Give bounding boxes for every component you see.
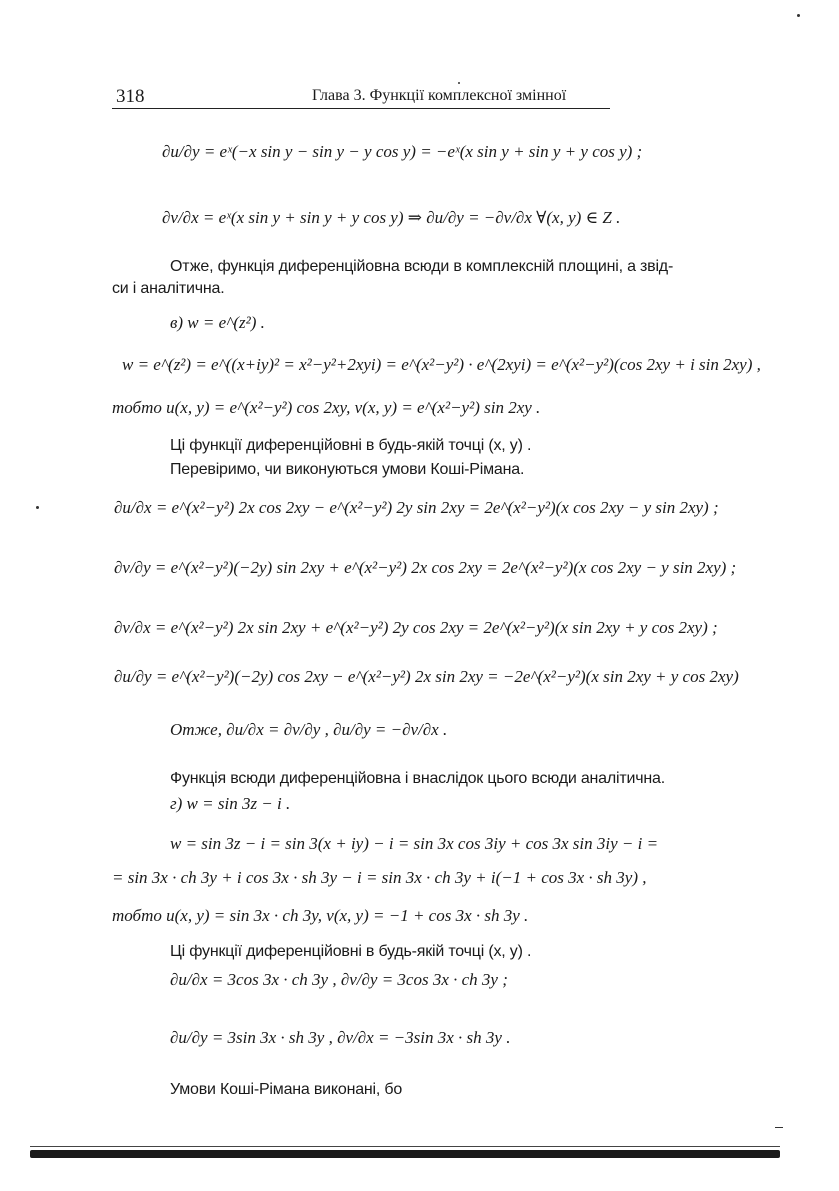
equation-line: ∂u/∂x = 3cos 3x · ch 3y , ∂v/∂y = 3cos 3x · ch 3y ;: [170, 970, 508, 989]
text-line: си і аналітична.: [112, 280, 225, 297]
scan-bottom-edge: [30, 1150, 780, 1158]
scan-speck: [775, 1127, 783, 1128]
equation-line: ∂u/∂x = e^(x²−y²) 2x cos 2xy − e^(x²−y²) 2y sin 2xy = 2e^(x²−y²)(x cos 2xy − y sin 2xy) ;: [114, 498, 719, 517]
text-line: Перевіримо, чи виконуються умови Коші-Рімана.: [170, 461, 525, 478]
text-line: Ці функції диференційовні в будь-якій точці (x, y) .: [170, 437, 532, 454]
equation-line: г) w = sin 3z − i .: [170, 794, 291, 813]
scan-edge-line: [30, 1146, 780, 1147]
equation-line: Отже, ∂u/∂x = ∂v/∂y , ∂u/∂y = −∂v/∂x .: [170, 720, 448, 739]
page-header: [112, 86, 610, 109]
text-line: Отже, функція диференційовна всюди в комплексній площині, а звід-: [170, 258, 674, 275]
equation-line: ∂v/∂y = e^(x²−y²)(−2y) sin 2xy + e^(x²−y²) 2x cos 2xy = 2e^(x²−y²)(x cos 2xy − y sin 2xy) ;: [114, 558, 737, 577]
text-line: Умови Коші-Рімана виконані, бо: [170, 1081, 403, 1098]
equation-line: w = sin 3z − i = sin 3(x + iy) − i = sin 3x cos 3iy + cos 3x sin 3iy − i =: [170, 834, 659, 853]
page-number: 318: [116, 86, 145, 107]
equation-line: в) w = e^(z²) .: [170, 313, 265, 332]
equation-line: ∂u/∂y = eˣ(−x sin y − sin y − y cos y) = −eˣ(x sin y + sin y + y cos y) ;: [162, 142, 643, 161]
equation-line: w = e^(z²) = e^((x+iy)² = x²−y²+2xyi) = e^(x²−y²) · e^(2xyi) = e^(x²−y²)(cos 2xy + i sin 2xy) ,: [122, 355, 761, 374]
running-title: Глава 3. Функції комплексної змінної: [312, 87, 567, 104]
equation-line: тобто u(x, y) = sin 3x · ch 3y, v(x, y) = −1 + cos 3x · sh 3y .: [112, 906, 529, 925]
equation-line: тобто u(x, y) = e^(x²−y²) cos 2xy, v(x, y) = e^(x²−y²) sin 2xy .: [112, 398, 541, 417]
equation-line: ∂v/∂x = e^(x²−y²) 2x sin 2xy + e^(x²−y²) 2y cos 2xy = 2e^(x²−y²)(x sin 2xy + y cos 2xy) ;: [114, 618, 718, 637]
scan-speck: [797, 14, 800, 17]
scan-speck: [458, 82, 460, 84]
equation-line: ∂u/∂y = e^(x²−y²)(−2y) cos 2xy − e^(x²−y²) 2x sin 2xy = −2e^(x²−y²)(x sin 2xy + y cos 2xy): [114, 667, 739, 686]
scan-speck: [36, 506, 39, 509]
text-line: Ці функції диференційовні в будь-якій точці (x, y) .: [170, 943, 532, 960]
equation-line: ∂v/∂x = eˣ(x sin y + sin y + y cos y) ⇒ ∂u/∂y = −∂v/∂x ∀(x, y) ∈ Z .: [162, 208, 621, 227]
text-line: Функція всюди диференційовна і внаслідок цього всюди аналітична.: [170, 770, 665, 787]
equation-line: ∂u/∂y = 3sin 3x · sh 3y , ∂v/∂x = −3sin 3x · sh 3y .: [170, 1028, 511, 1047]
equation-line: = sin 3x · ch 3y + i cos 3x · sh 3y − i = sin 3x · ch 3y + i(−1 + cos 3x · sh 3y) ,: [112, 868, 647, 887]
